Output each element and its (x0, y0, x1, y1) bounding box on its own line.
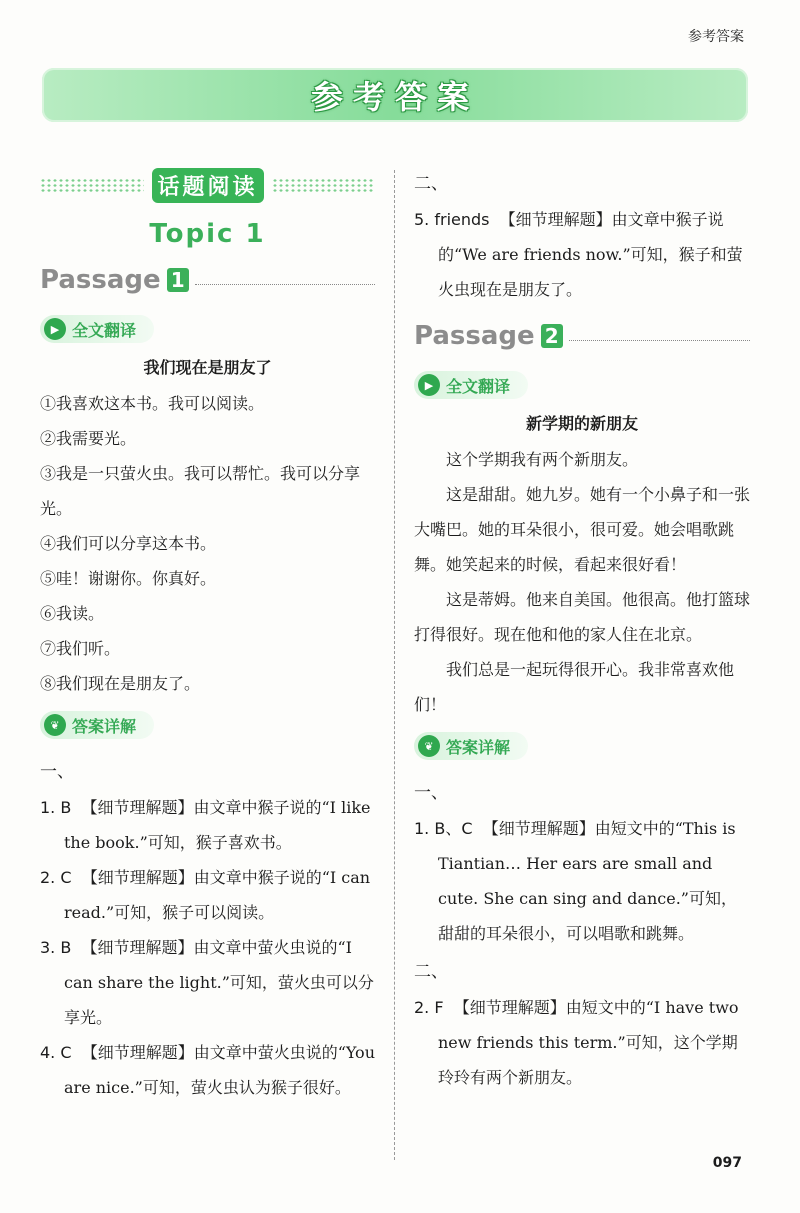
answer-item (40, 930, 375, 1035)
tag-label: 答案详解 (446, 737, 511, 757)
passage-heading (40, 265, 375, 295)
answer-text: 【细节理解题】由文章中猴子说的“We are friends now.”可知，猴子和萤火虫现在是朋友了。 (438, 210, 743, 299)
translation-paragraph: 这个学期我有两个新朋友。 (446, 450, 639, 469)
answer-item (414, 811, 750, 951)
translation-line: ⑥我读。 (40, 604, 105, 623)
article-title: 我们现在是朋友了 (143, 358, 272, 377)
passage-heading (414, 321, 750, 351)
article-title: 新学期的新朋友 (525, 414, 638, 433)
right-column (414, 165, 750, 1095)
part-heading: 二、 (414, 174, 448, 194)
translation-line: ⑤哇！谢谢你。你真好。 (40, 569, 217, 588)
answer-number: 1. B、C (414, 819, 473, 838)
answer-tag (414, 732, 528, 760)
tag-label: 全文翻译 (72, 320, 137, 340)
translation-tag (414, 371, 528, 399)
translation-line: ④我们可以分享这本书。 (40, 534, 217, 553)
translation-line: ⑦我们听。 (40, 639, 121, 658)
translation-line: ①我喜欢这本书。我可以阅读。 (40, 394, 265, 413)
dots-decoration (272, 178, 376, 192)
answer-text: 【细节理解题】由短文中的“I have two new friends this term.”可知，这个学期玲玲有两个新朋友。 (438, 998, 739, 1087)
translation-tag (40, 315, 154, 343)
passage-number: 1 (167, 268, 189, 292)
leaf-icon: ❦ (44, 714, 66, 736)
running-head: 参考答案 (688, 29, 744, 45)
answer-text: 【细节理解题】由文章中萤火虫说的“I can share the light.”可知，萤火虫可以分享光。 (64, 938, 374, 1027)
left-column (40, 165, 375, 1105)
passage-number: 2 (541, 324, 563, 348)
answer-text: 【细节理解题】由文章中猴子说的“I like the book.”可知，猴子喜欢书。 (64, 798, 371, 852)
translation-paragraph: 这是甜甜。她九岁。她有一个小鼻子和一张大嘴巴。她的耳朵很小，很可爱。她会唱歌跳舞。她笑起来的时候，看起来很好看！ (414, 485, 751, 574)
leaf-icon: ❦ (418, 735, 440, 757)
answer-item (40, 790, 375, 860)
part-heading: 二、 (414, 962, 448, 982)
answer-tag (40, 711, 154, 739)
dots-decoration (40, 178, 144, 192)
tag-label: 全文翻译 (446, 376, 511, 396)
passage-word: Passage (414, 321, 535, 351)
dotted-rule (569, 340, 750, 341)
answer-text: 【细节理解题】由文章中猴子说的“I can read.”可知，猴子可以阅读。 (64, 868, 371, 922)
answer-number: 4. C (40, 1043, 72, 1062)
play-icon: ▶ (44, 318, 66, 340)
section-title-text: 话题阅读 (152, 168, 264, 203)
translation-line: ⑧我们现在是朋友了。 (40, 674, 201, 693)
topic-heading: Topic 1 (149, 219, 266, 249)
part-heading: 一、 (40, 762, 74, 782)
answer-number: 1. B (40, 798, 72, 817)
translation-line: ②我需要光。 (40, 429, 137, 448)
translation-line: ③我是一只萤火虫。我可以帮忙。我可以分享光。 (40, 464, 361, 518)
passage-word: Passage (40, 265, 161, 295)
translation-paragraph: 我们总是一起玩得很开心。我非常喜欢他们！ (414, 660, 735, 714)
tag-label: 答案详解 (72, 716, 137, 736)
section-title (40, 165, 375, 205)
column-divider (394, 170, 395, 1160)
part-heading: 一、 (414, 783, 448, 803)
answer-item (414, 990, 750, 1095)
answer-key-banner (42, 68, 748, 122)
answer-number: 2. C (40, 868, 72, 887)
answer-item (40, 1035, 375, 1105)
answer-text: 【细节理解题】由短文中的“This is Tiantian… Her ears are small and cute. She can sing and dance.”可知，甜甜的耳朵很小，可以唱歌和跳舞。 (438, 819, 737, 943)
play-icon: ▶ (418, 374, 440, 396)
answer-text: 【细节理解题】由文章中萤火虫说的“You are nice.”可知，萤火虫认为猴子很好。 (64, 1043, 375, 1097)
answer-item (40, 860, 375, 930)
dotted-rule (195, 284, 375, 285)
answer-number: 5. friends (414, 210, 490, 229)
translation-paragraph: 这是蒂姆。他来自美国。他很高。他打篮球打得很好。现在他和他的家人住在北京。 (414, 590, 751, 644)
answer-item (414, 202, 750, 307)
page-number: 097 (712, 1155, 742, 1171)
answer-number: 3. B (40, 938, 72, 957)
banner-title: 参考答案 (310, 78, 479, 116)
answer-number: 2. F (414, 998, 444, 1017)
